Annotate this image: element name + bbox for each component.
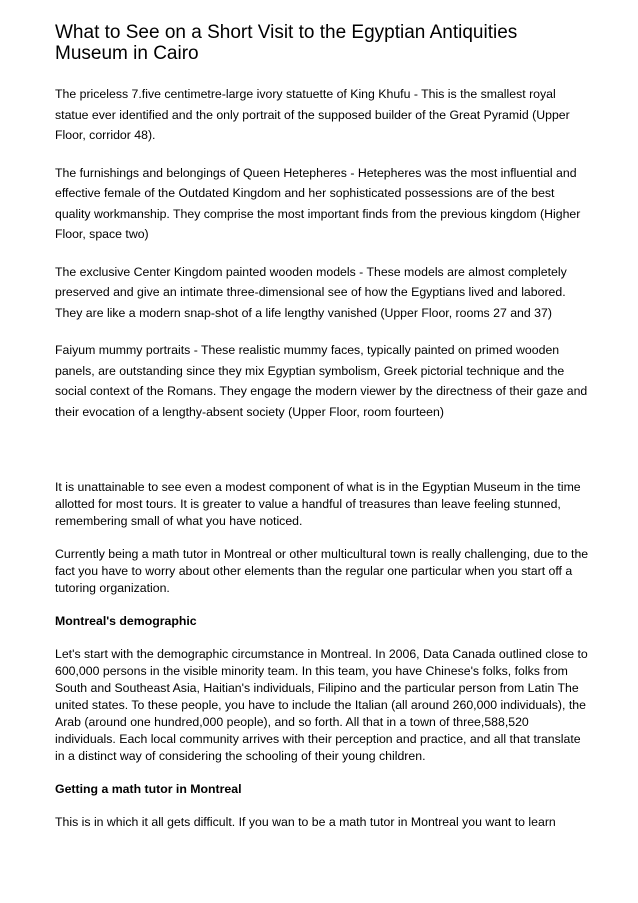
highlight-hetepheres-furnishings: The furnishings and belongings of Queen Hetepheres - Hetepheres was the most influential and effective female of the Outdated Kingdom and her sophisticated possessions are of the best quality workmanship. They comprise the most important finds from the previous kingdom (Higher Floor, space two) [55,165,581,241]
highlight-faiyum-portraits: Faiyum mummy portraits - These realistic mummy faces, typically painted on primed wooden panels, are outstanding since they mix Egyptian symbolism, Greek pictorial technique and the social context of the Romans. They engage the modern viewer by the directness of their gaze and their evocation of a lengthy-absent society (Upper Floor, room fourteen) [55,343,588,419]
getting-tutor-paragraph: This is in which it all gets difficult. If you wan to be a math tutor in Montreal you want to learn [55,815,556,829]
page-title: What to See on a Short Visit to the Egyptian Antiquities Museum in Cairo [55,22,518,64]
section-gap [55,439,590,479]
tutor-intro-paragraph: Currently being a math tutor in Montreal or other multicultural town is really challenging, due to the fact you have to worry about other elements than the regular one particular when you start off a tutoring organization. [55,547,589,595]
demographic-paragraph: Let's start with the demographic circumstance in Montreal. In 2006, Data Canada outlined close to 600,000 persons in the visible minority team. In this team, you have Chinese's folks, folks from South and Southeast Asia, Haitian's individuals, Filipino and the particular person from Latin The united states. To these people, you have to include the Italian (all around 260,000 individuals), the Arab (around one hundred,000 people), and so forth. All that in a town of three,588,520 individuals. Each local community arrives with their perception and practice, and all that translate in a distinct way of considering the schooling of their young children. [55,647,588,763]
museum-conclusion-paragraph: It is unattainable to see even a modest component of what is in the Egyptian Museum in the time allotted for most tours. It is greater to value a handful of treasures than leave feeling stunned, remembering small of what you have noticed. [55,480,581,528]
highlight-khufu-statuette: The priceless 7.five centimetre-large ivory statuette of King Khufu - This is the smallest royal statue ever identified and the only portrait of the supposed builder of the Great Pyramid (Upper Floor, corridor 48). [55,87,570,142]
document-page [55,22,590,847]
highlight-wooden-models: The exclusive Center Kingdom painted wooden models - These models are almost completely preserved and give an intimate three-dimensional see of how the Egyptians lived and labored. They are like a modern snap-shot of a life lengthy vanished (Upper Floor, rooms 27 and 37) [55,264,567,320]
getting-tutor-heading: Getting a math tutor in Montreal [55,782,242,796]
demographic-heading: Montreal's demographic [55,614,197,628]
